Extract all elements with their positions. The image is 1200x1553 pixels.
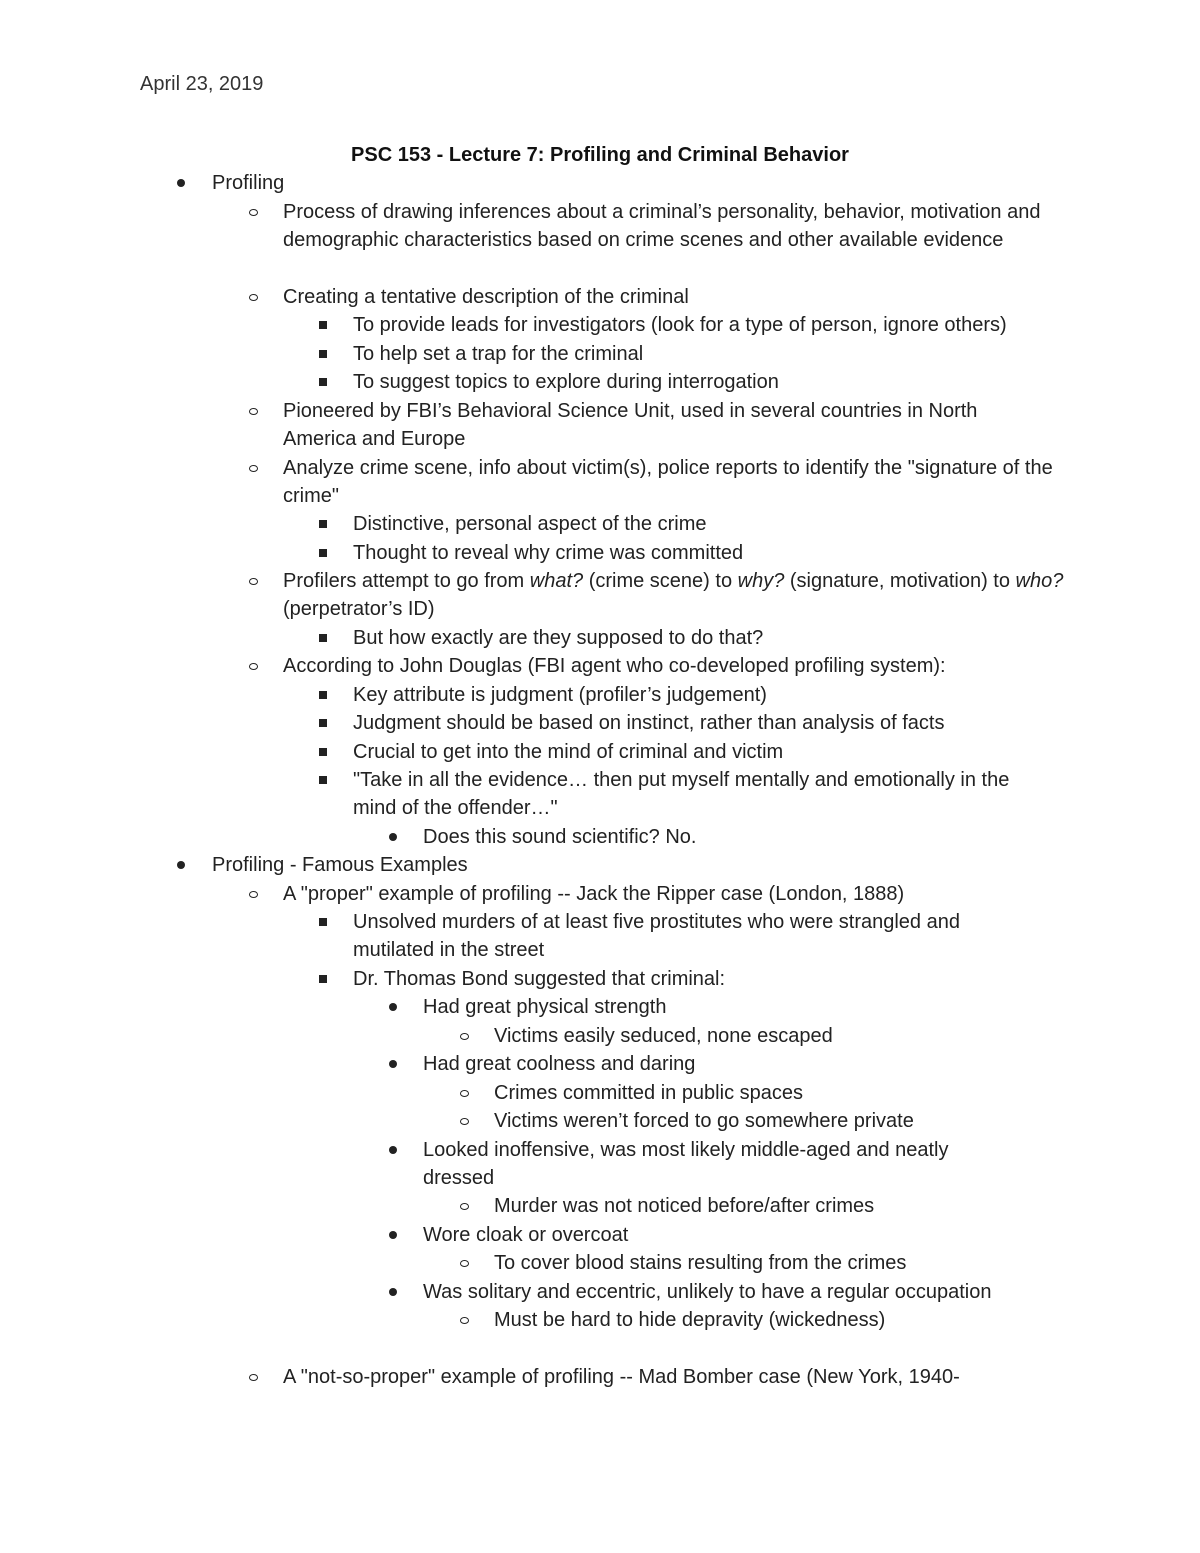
list-item: Judgment should be based on instinct, rather than analysis of facts	[353, 709, 1073, 737]
list-item: To cover blood stains resulting from the crimes	[494, 1249, 1074, 1277]
list-item: Murder was not noticed before/after crimes	[494, 1192, 1074, 1220]
bullet-square-icon	[319, 634, 327, 642]
bullet-disc-icon	[389, 1146, 397, 1154]
list-item: Profilers attempt to go from what? (crime scene) to why? (signature, motivation) to who? (perpetrator’s ID)	[283, 567, 1073, 624]
list-item: Had great physical strength	[423, 993, 1073, 1021]
list-item: Analyze crime scene, info about victim(s), police reports to identify the "signature of the crime"	[283, 454, 1073, 511]
list-item: To suggest topics to explore during interrogation	[353, 368, 1073, 396]
bullet-square-icon	[319, 378, 327, 386]
list-item: Crimes committed in public spaces	[494, 1079, 1074, 1107]
bullet-square-icon	[319, 975, 327, 983]
list-item: Does this sound scientific? No.	[423, 823, 1073, 851]
list-item: Key attribute is judgment (profiler’s judgement)	[353, 681, 1073, 709]
list-item: Process of drawing inferences about a criminal’s personality, behavior, motivation and demographic characteristics based on crime scenes and other available evidence	[283, 198, 1073, 255]
bullet-circle-icon	[249, 408, 258, 415]
bullet-square-icon	[319, 549, 327, 557]
list-item: Was solitary and eccentric, unlikely to have a regular occupation	[423, 1278, 1073, 1306]
bullet-disc-icon	[389, 833, 397, 841]
bullet-circle-icon	[249, 891, 258, 898]
list-item: Victims easily seduced, none escaped	[494, 1022, 1074, 1050]
list-item: Unsolved murders of at least five prostitutes who were strangled and mutilated in the street	[353, 908, 1043, 965]
bullet-circle-icon	[460, 1317, 469, 1324]
list-item: According to John Douglas (FBI agent who co-developed profiling system):	[283, 652, 1073, 680]
list-item: Creating a tentative description of the criminal	[283, 283, 1073, 311]
bullet-square-icon	[319, 748, 327, 756]
date-line: April 23, 2019	[140, 73, 264, 95]
bullet-square-icon	[319, 691, 327, 699]
bullet-circle-icon	[249, 663, 258, 670]
bullet-disc-icon	[177, 861, 185, 869]
list-item: Victims weren’t forced to go somewhere private	[494, 1107, 1074, 1135]
list-item: A "not-so-proper" example of profiling -- Mad Bomber case (New York, 1940-	[283, 1363, 1083, 1391]
bullet-circle-icon	[460, 1260, 469, 1267]
bullet-circle-icon	[249, 294, 258, 301]
list-item: Profiling - Famous Examples	[212, 851, 1072, 879]
bullet-square-icon	[319, 350, 327, 358]
bullet-circle-icon	[460, 1118, 469, 1125]
bullet-circle-icon	[460, 1090, 469, 1097]
bullet-disc-icon	[389, 1060, 397, 1068]
list-item: Crucial to get into the mind of criminal and victim	[353, 738, 1073, 766]
list-item: Had great coolness and daring	[423, 1050, 1073, 1078]
list-item: A "proper" example of profiling -- Jack the Ripper case (London, 1888)	[283, 880, 1073, 908]
list-item: To provide leads for investigators (look for a type of person, ignore others)	[353, 311, 1073, 339]
list-item: Distinctive, personal aspect of the crime	[353, 510, 1073, 538]
list-item: Must be hard to hide depravity (wickedness)	[494, 1306, 1074, 1334]
list-item: To help set a trap for the criminal	[353, 340, 1073, 368]
bullet-circle-icon	[460, 1203, 469, 1210]
bullet-square-icon	[319, 918, 327, 926]
list-item: Pioneered by FBI’s Behavioral Science Unit, used in several countries in North America and Europe	[283, 397, 1053, 454]
bullet-disc-icon	[389, 1003, 397, 1011]
bullet-circle-icon	[249, 465, 258, 472]
bullet-circle-icon	[249, 1374, 258, 1381]
bullet-square-icon	[319, 520, 327, 528]
bullet-circle-icon	[249, 209, 258, 216]
list-item: "Take in all the evidence… then put myself mentally and emotionally in the mind of the offender…"	[353, 766, 1053, 823]
bullet-circle-icon	[460, 1033, 469, 1040]
list-item: Profiling	[212, 169, 1072, 197]
list-item: Wore cloak or overcoat	[423, 1221, 1073, 1249]
list-item: But how exactly are they supposed to do that?	[353, 624, 1073, 652]
list-item: Dr. Thomas Bond suggested that criminal:	[353, 965, 1073, 993]
list-item: Looked inoffensive, was most likely middle-aged and neatly dressed	[423, 1136, 1003, 1193]
bullet-square-icon	[319, 321, 327, 329]
bullet-disc-icon	[389, 1288, 397, 1296]
bullet-square-icon	[319, 719, 327, 727]
bullet-circle-icon	[249, 578, 258, 585]
bullet-disc-icon	[389, 1231, 397, 1239]
bullet-disc-icon	[177, 179, 185, 187]
list-item: Thought to reveal why crime was committed	[353, 539, 1073, 567]
bullet-square-icon	[319, 776, 327, 784]
page-title: PSC 153 - Lecture 7: Profiling and Criminal Behavior	[351, 144, 849, 166]
